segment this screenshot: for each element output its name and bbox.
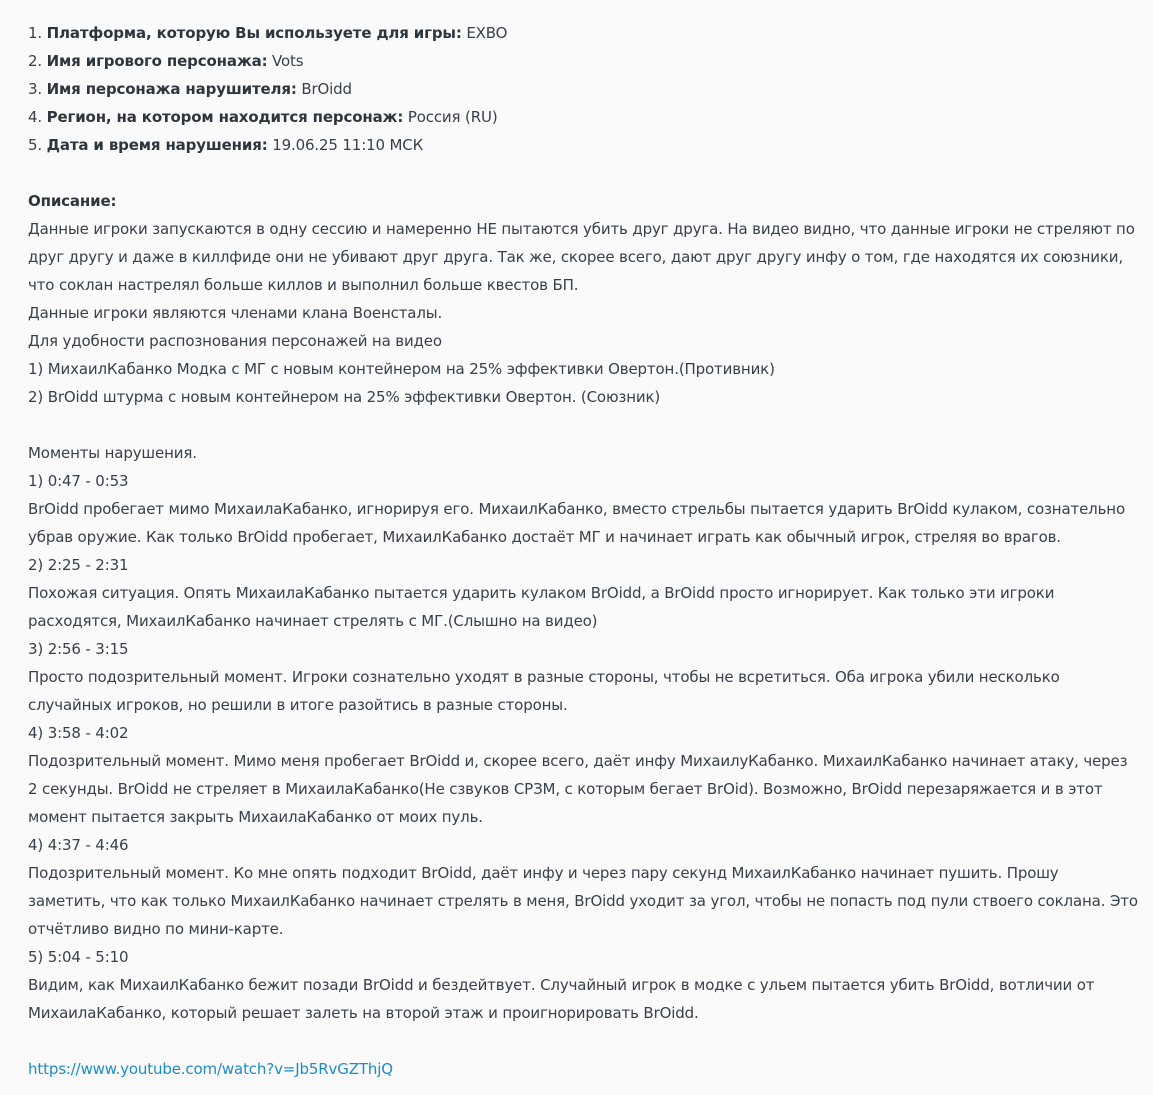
field-value: EXBO [466, 24, 508, 42]
moment-time: 4) 4:37 - 4:46 [28, 836, 129, 854]
field-value: 19.06.25 11:10 МСК [272, 136, 424, 154]
field-label: Дата и время нарушения: [46, 136, 268, 154]
description-heading: Описание: [28, 192, 117, 210]
moment-text: Подозрительный момент. Ко мне опять подходит BrOidd, даёт инфу и через пару секунд МихаилКабанко начинает пушить. Прошу заметить, что как только МихаилКабанко начинает стрелять в меня, BrOidd уходит за угол, чтобы не попасть под пули ствоего соклана. Это отчётливо видно по мини-карте. [28, 864, 1138, 938]
youtube-video-link[interactable]: https://www.youtube.com/watch?v=Jb5RvGZThjQ [28, 1060, 393, 1078]
field-label: Регион, на котором находится персонаж: [46, 108, 404, 126]
field-value: Россия (RU) [407, 108, 498, 126]
description-clan-line: Данные игроки являются членами клана Военсталы. [28, 304, 443, 322]
spacer [28, 1027, 1140, 1055]
moment-time: 3) 2:56 - 3:15 [28, 640, 129, 658]
field-value: BrOidd [301, 80, 352, 98]
field-value: Vots [272, 52, 304, 70]
description-legend-intro: Для удобности распознования персонажей на видео [28, 332, 442, 350]
moment-text: Подозрительный момент. Мимо меня пробегает BrOidd и, скорее всего, даёт инфу МихаилуКабанко. МихаилКабанко начинает атаку, через 2 секунды. BrOidd не стреляет в МихаилаКабанко(Не сзвуков СРЗМ, с которым бегает BrOid). Возможно, BrOidd перезаряжается и в этот момент пытается закрыть МихаилаКабанко от моих пуль. [28, 752, 1128, 826]
field-label: Имя персонажа нарушителя: [46, 80, 297, 98]
field-region: 4. Регион, на котором находится персонаж: Россия (RU) [28, 108, 498, 126]
field-datetime: 5. Дата и время нарушения: 19.06.25 11:10 МСК [28, 136, 424, 154]
field-label: Платформа, которую Вы используете для игры: [46, 24, 462, 42]
field-label: Имя игрового персонажа: [46, 52, 268, 70]
spacer [28, 411, 1140, 439]
field-violator-name: 3. Имя персонажа нарушителя: BrOidd [28, 80, 352, 98]
video-link-line [28, 1055, 1140, 1083]
moment-time: 2) 2:25 - 2:31 [28, 556, 129, 574]
moment-text: BrOidd пробегает мимо МихаилаКабанко, игнорируя его. МихаилКабанко, вместо стрельбы пытается ударить BrOidd кулаком, сознательно убрав оружие. Как только BrOidd пробегает, МихаилКабанко достаёт МГ и начинает играть как обычный игрок, стреляя во врагов. [28, 500, 1125, 546]
moment-time: 4) 3:58 - 4:02 [28, 724, 129, 742]
moment-time: 5) 5:04 - 5:10 [28, 948, 129, 966]
moments-heading: Моменты нарушения. [28, 444, 197, 462]
moment-text: Похожая ситуация. Опять МихаилаКабанко пытается ударить кулаком BrOidd, а BrOidd просто игнорирует. Как только эти игроки расходятся, МихаилКабанко начинает стрелять с МГ.(Слышно на видео) [28, 584, 1055, 630]
field-platform: 1. Платформа, которую Вы используете для игры: EXBO [28, 24, 508, 42]
moment-time: 1) 0:47 - 0:53 [28, 472, 129, 490]
moment-text: Видим, как МихаилКабанко бежит позади BrOidd и бездейтвует. Случайный игрок в модке с ульем пытается убить BrOidd, вотличии от МихаилаКабанко, который решает залеть на второй этаж и проигнорировать BrOidd. [28, 976, 1095, 1022]
forum-post-body [28, 19, 1140, 1083]
moment-text: Просто подозрительный момент. Игроки сознательно уходят в разные стороны, чтобы не всретиться. Оба игрока убили несколько случайных игроков, но решили в итоге разойтись в разные стороны. [28, 668, 1060, 714]
field-character-name: 2. Имя игрового персонажа: Vots [28, 52, 304, 70]
description-paragraph: Данные игроки запускаются в одну сессию и намеренно НЕ пытаются убить друг друга. На видео видно, что данные игроки не стреляют по друг другу и даже в киллфиде они не убивают друг друга. Так же, скорее всего, дают друг другу инфу о том, где находятся их союзники, что соклан настрелял больше киллов и выполнил больше квестов БП. [28, 220, 1135, 294]
description-legend-item: 1) МихаилКабанко Модка с МГ с новым контейнером на 25% эффективки Овертон.(Противник) [28, 360, 775, 378]
description-legend-item: 2) BrOidd штурма с новым контейнером на 25% эффективки Овертон. (Союзник) [28, 388, 661, 406]
spacer [28, 159, 1140, 187]
